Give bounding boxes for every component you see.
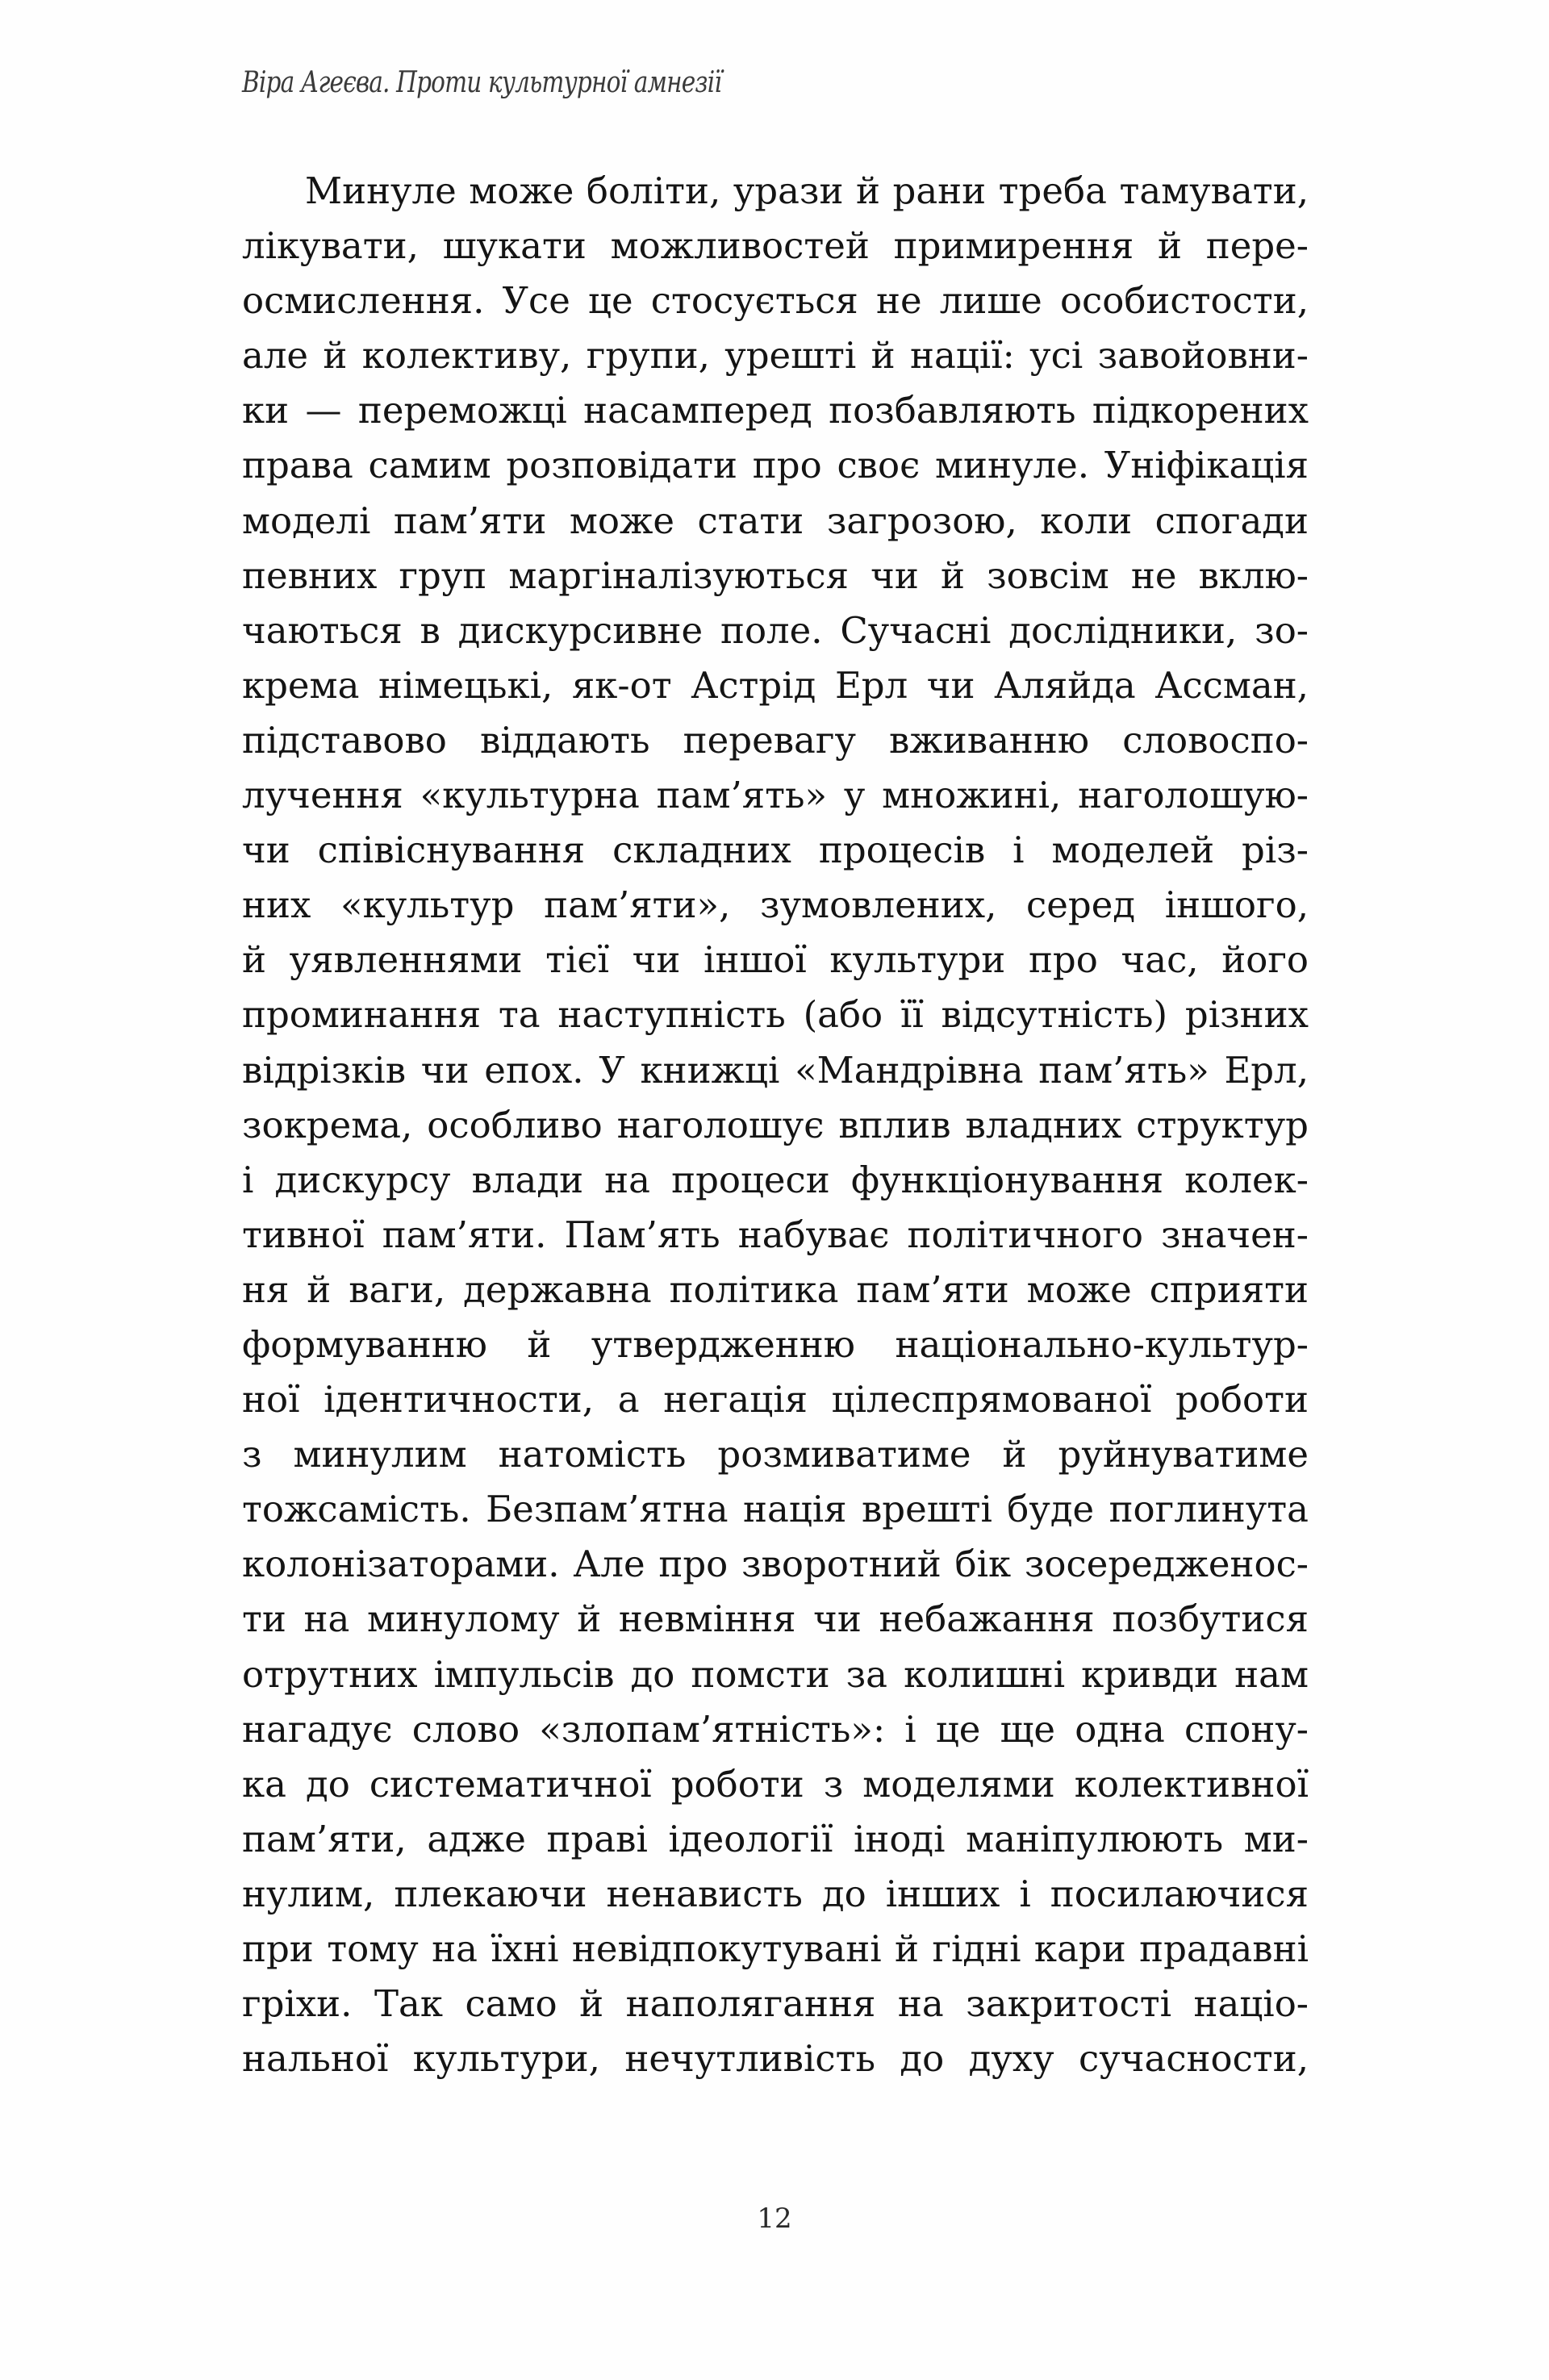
text-line — [242, 933, 1309, 987]
text-line-content: лікувати, шукати можливостей примирення й пере- — [242, 224, 1309, 268]
page-number: 12 — [757, 2203, 792, 2235]
text-line — [242, 1757, 1309, 1812]
text-line — [242, 658, 1309, 713]
text-line — [242, 494, 1309, 549]
text-line — [242, 713, 1309, 768]
text-line — [242, 2031, 1309, 2086]
text-line — [242, 1043, 1309, 1098]
text-line-content: відрізків чи епох. У книжці «Мандрівна пам’ять» Ерл, — [242, 1048, 1309, 1092]
text-line — [242, 1482, 1309, 1537]
text-line-content: ня й ваги, державна політика пам’яти може сприяти — [242, 1267, 1309, 1311]
text-line — [242, 164, 1309, 219]
text-line — [242, 1537, 1309, 1592]
text-line-content: осмислення. Усе це стосується не лише особистости, — [242, 279, 1309, 323]
text-line — [242, 1977, 1309, 2031]
text-line — [242, 1372, 1309, 1427]
body-text — [242, 164, 1309, 2086]
text-line — [242, 1867, 1309, 1922]
text-line-content: нальної культури, нечутливість до духу сучасности, — [242, 2037, 1309, 2081]
text-line-content: чаються в дискурсивне поле. Сучасні дослідники, зо- — [242, 608, 1309, 652]
text-line — [242, 328, 1309, 383]
text-line — [242, 1592, 1309, 1647]
text-line — [242, 438, 1309, 493]
text-line — [242, 549, 1309, 603]
text-line-content: пам’яти, адже праві ідеології іноді маніпулюють ми- — [242, 1817, 1309, 1860]
text-line-content: формуванню й утвердженню національно-культур- — [242, 1322, 1309, 1366]
text-line-content: чи співіснування складних процесів і моделей різ- — [242, 829, 1309, 872]
text-line-content: з минулим натомість розмиватиме й руйнуватиме — [242, 1433, 1309, 1476]
text-line-content: певних груп маргіналізуються чи й зовсім не вклю- — [242, 553, 1309, 597]
text-line — [242, 1098, 1309, 1153]
text-line-content: ної ідентичности, а негація цілеспрямованої роботи — [242, 1378, 1309, 1422]
text-line-content: них «культур пам’яти», зумовлених, серед іншого, — [242, 883, 1309, 927]
text-line-content: колонізаторами. Але про зворотний бік зосередженос- — [242, 1543, 1309, 1586]
text-line-content: проминання та наступність (або її відсутність) різних — [242, 993, 1309, 1037]
text-line-content: Минуле може боліти, урази й рани треба тамувати, — [305, 169, 1309, 212]
text-line-content: тожсамість. Безпам’ятна нація врешті буде поглинута — [242, 1488, 1309, 1531]
text-line — [242, 219, 1309, 273]
text-line-content: підставово віддають перевагу вживанню словоспо- — [242, 718, 1309, 762]
text-line-content: отрутних імпульсів до помсти за колишні кривди нам — [242, 1652, 1309, 1696]
text-line-content: крема німецькі, як-от Астрід Ерл чи Аляйда Ассман, — [242, 663, 1309, 707]
text-line-content: права самим розповідати про своє минуле. Уніфікація — [242, 444, 1309, 487]
text-line-content: і дискурсу влади на процеси функціонування колек- — [242, 1158, 1309, 1201]
text-line-content: нагадує слово «злопам’ятність»: і це ще одна спону- — [242, 1707, 1309, 1751]
text-line — [242, 1812, 1309, 1867]
text-line-content: тивної пам’яти. Пам’ять набуває політичного значен- — [242, 1213, 1309, 1256]
text-line — [242, 1647, 1309, 1702]
text-line — [242, 1317, 1309, 1372]
text-line-content: але й колективу, групи, урешті й нації: усі завойовни- — [242, 334, 1309, 378]
text-line-content: гріхи. Так само й наполягання на закритості націо- — [242, 1982, 1309, 2026]
text-line-content: моделі пам’яти може стати загрозою, коли спогади — [242, 499, 1309, 542]
text-line — [242, 1702, 1309, 1757]
text-line-content: зокрема, особливо наголошує вплив владних структур — [242, 1103, 1309, 1146]
text-line — [242, 603, 1309, 658]
text-line — [242, 383, 1309, 438]
text-line — [242, 1208, 1309, 1263]
text-line — [242, 1922, 1309, 1977]
text-line — [242, 987, 1309, 1042]
running-head: Віра Агеєва. Проти культурної амнезії — [242, 66, 721, 99]
text-line-content: нулим, плекаючи ненависть до інших і посилаючися — [242, 1872, 1309, 1915]
text-line-content: ти на минулому й невміння чи небажання позбутися — [242, 1597, 1309, 1641]
text-line — [242, 1153, 1309, 1208]
text-line-content: й уявленнями тієї чи іншої культури про час, його — [242, 938, 1309, 982]
text-line-content: при тому на їхні невідпокутувані й гідні кари прадавні — [242, 1927, 1309, 1970]
text-line-content: ки — переможці насамперед позбавляють підкорених — [242, 389, 1309, 432]
text-line — [242, 878, 1309, 933]
text-line — [242, 1263, 1309, 1317]
text-line — [242, 273, 1309, 328]
text-line — [242, 768, 1309, 823]
text-line — [242, 1427, 1309, 1482]
text-line-content: лучення «культурна пам’ять» у множині, наголошую- — [242, 774, 1309, 817]
text-line-content: ка до систематичної роботи з моделями колективної — [242, 1762, 1309, 1806]
text-line — [242, 823, 1309, 878]
